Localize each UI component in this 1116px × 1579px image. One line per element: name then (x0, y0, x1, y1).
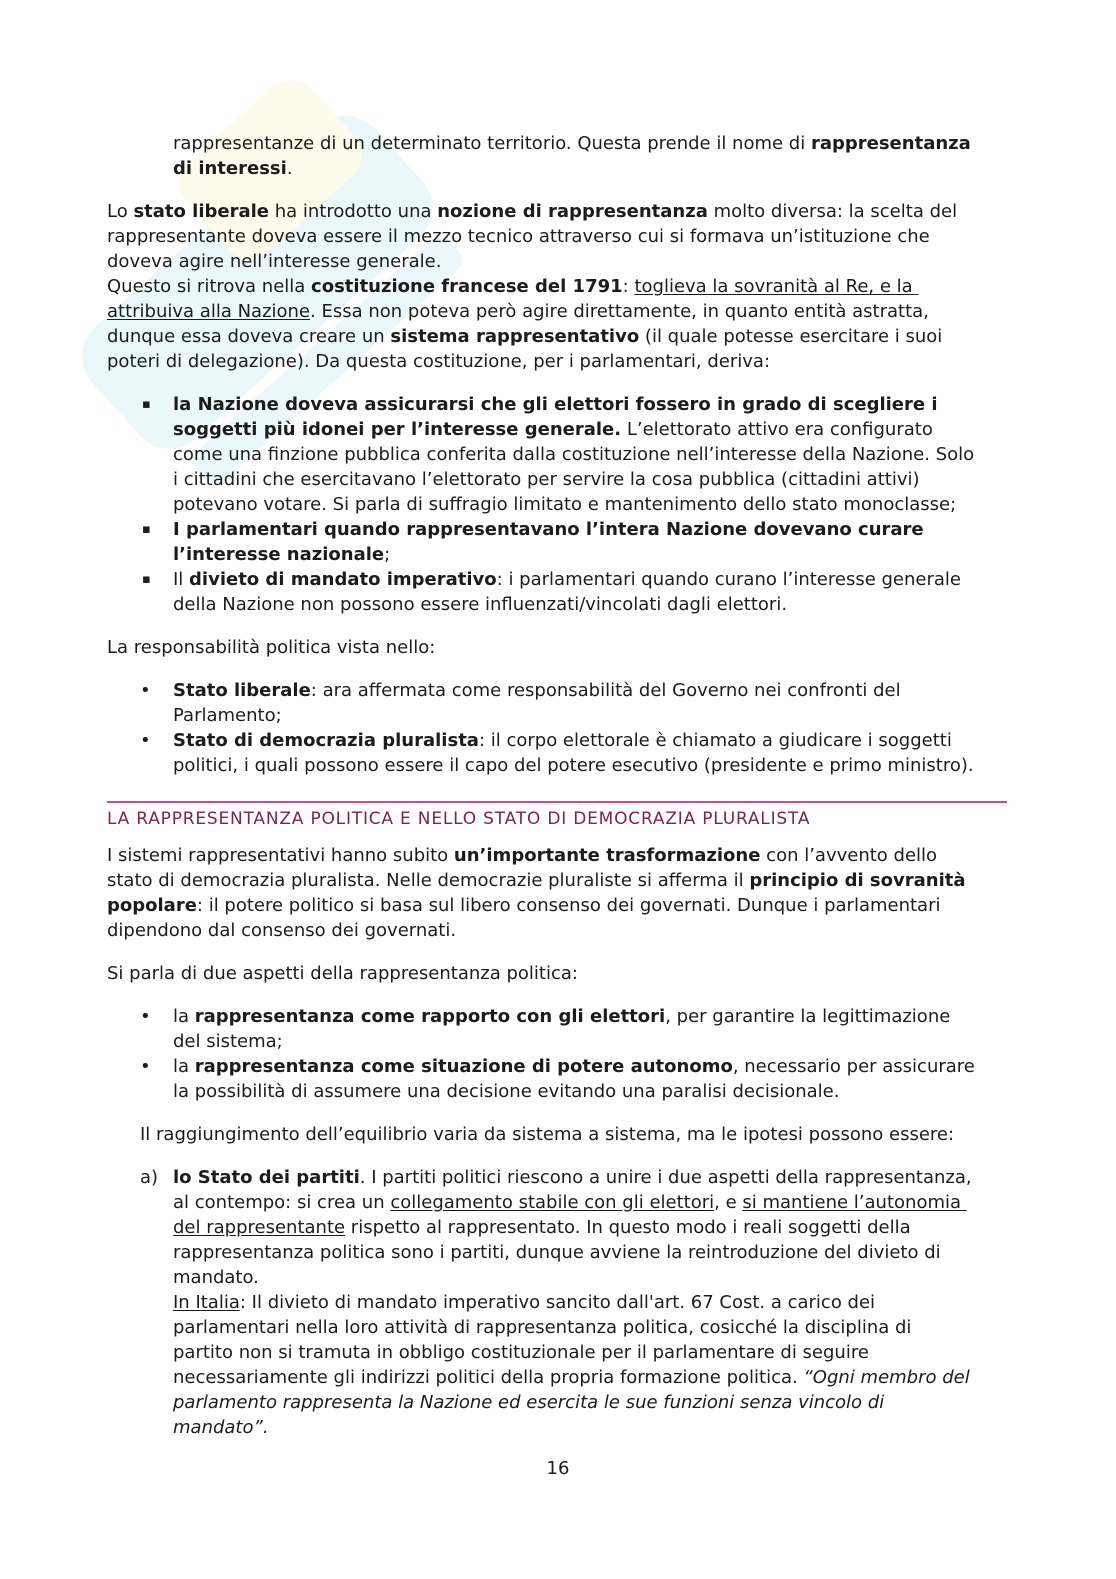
text-run: ha introdotto una (269, 201, 438, 222)
bold-text: soggetti più idonei per l’interesse generale. (173, 419, 622, 440)
text-run: stato di democrazia pluralista. Nelle democrazie pluraliste si afferma il (107, 870, 750, 891)
text-run: con l’avvento dello (760, 845, 938, 866)
text-line (173, 1290, 1007, 1315)
text-line (173, 1240, 1007, 1265)
bold-text: rappresentanza (810, 133, 971, 154)
text-line (173, 417, 1007, 442)
text-line (107, 249, 1007, 274)
text-run: come una finzione pubblica conferita dalla costituzione nell’interesse della Nazione. Solo (173, 444, 975, 465)
text-run: Questo si ritrova nella (107, 276, 312, 297)
bold-text: divieto di mandato imperativo (189, 569, 497, 590)
text-run: , necessario per assicurare (732, 1056, 975, 1077)
bold-text: Stato liberale (173, 680, 311, 701)
list-marker: ▪ (142, 522, 151, 537)
underlined-text: attribuiva alla Nazione (107, 301, 311, 322)
text-run: : ara affermata come responsabilità del Governo nei confronti del (310, 680, 901, 701)
bold-text: nozione di rappresentanza (437, 201, 708, 222)
text-run: la possibilità di assumere una decisione evitando una paralisi decisionale. (173, 1081, 840, 1102)
text-line (173, 156, 1007, 181)
text-run: i cittadini che esercitavano l’elettorato per servire la cosa pubblica (cittadini attivi) (173, 469, 920, 490)
text-run: . (286, 158, 293, 179)
text-run: parlamentari nella loro attività di rappresentanza politica, cosicché la disciplina di (173, 1317, 912, 1338)
bold-text: popolare (107, 895, 197, 916)
text-run: della Nazione non possono essere influenzati/vincolati dagli elettori. (173, 594, 788, 615)
list-item (107, 567, 1007, 617)
bold-text: sistema rappresentativo (390, 326, 640, 347)
text-run: poteri di delegazione). Da questa costituzione, per i parlamentari, deriva: (107, 351, 771, 372)
underlined-text: si mantiene l’autonomia (742, 1192, 967, 1213)
text-line (173, 442, 1007, 467)
text-run: al contempo: si crea un (173, 1192, 391, 1213)
list-item (107, 728, 1007, 778)
text-run: Il raggiungimento dell’equilibrio varia da sistema a sistema, ma le ipotesi possono essere: (140, 1124, 955, 1145)
text-line (173, 1365, 1007, 1390)
text-run: politici, i quali possono essere il capo del potere esecutivo (presidente e primo ministro). (173, 755, 974, 776)
text-run: mandato. (173, 1267, 259, 1288)
section-rule (107, 801, 1007, 803)
text-line (107, 349, 1007, 374)
text-line (173, 592, 1007, 617)
text-line (173, 1265, 1007, 1290)
list-item (107, 517, 1007, 567)
bold-text: di interessi (173, 158, 287, 179)
text-run: Parlamento; (173, 705, 282, 726)
text-run: Il (173, 569, 190, 590)
text-run: la (173, 1056, 195, 1077)
text-line (107, 961, 1007, 986)
text-run: L’elettorato attivo era configurato (621, 419, 933, 440)
text-line (173, 1215, 1007, 1240)
bulleted-list (107, 1004, 1007, 1104)
italic-text: parlamento rappresenta la Nazione ed esercita le sue funzioni senza vincolo di (173, 1392, 885, 1413)
text-line (107, 893, 1007, 918)
bold-text: l’interesse nazionale (173, 544, 385, 565)
text-run: : i parlamentari quando curano l’interesse generale (496, 569, 961, 590)
text-run: . Essa non poteva però agire direttamente, in quanto entità astratta, (310, 301, 929, 322)
ordered-list (107, 1165, 1007, 1440)
text-line (173, 1315, 1007, 1340)
bold-text: Stato di democrazia pluralista (173, 730, 479, 751)
bold-text: un’importante trasformazione (453, 845, 761, 866)
list-item (107, 1004, 1007, 1054)
list-item (107, 1054, 1007, 1104)
text-line (173, 728, 1007, 753)
bold-text: I parlamentari quando rappresentavano l’intera Nazione dovevano curare (173, 519, 924, 540)
underlined-text: del rappresentante (173, 1217, 346, 1238)
bulleted-list (107, 678, 1007, 778)
text-line (173, 567, 1007, 592)
text-line (173, 1190, 1007, 1215)
underlined-text: In Italia (173, 1292, 240, 1313)
text-run: partito non si tramuta in obbligo costituzionale per il parlamentare di seguire (173, 1342, 869, 1363)
text-line (173, 467, 1007, 492)
text-line (173, 492, 1007, 517)
list-marker: ▪ (142, 397, 151, 412)
text-line (173, 131, 1007, 156)
text-line (173, 1079, 1007, 1104)
bold-text: lo Stato dei partiti (173, 1167, 360, 1188)
text-run: doveva agire nell’interesse generale. (107, 251, 442, 272)
text-line (173, 517, 1007, 542)
text-line (173, 1029, 1007, 1054)
text-run: del sistema; (173, 1031, 283, 1052)
text-run: la (173, 1006, 195, 1027)
text-run: potevano votare. Si parla di suffragio limitato e mantenimento dello stato monoclasse; (173, 494, 957, 515)
text-run: Lo (107, 201, 134, 222)
bold-text: costituzione francese del 1791 (311, 276, 623, 297)
text-run: rappresentanze di un determinato territorio. Questa prende il nome di (173, 133, 811, 154)
document-body (107, 131, 1007, 1440)
section-heading-block (107, 801, 1007, 832)
paragraph (107, 199, 1007, 374)
text-line (173, 1390, 1007, 1415)
list-marker: • (140, 1006, 151, 1027)
text-line (173, 703, 1007, 728)
text-run: molto diversa: la scelta del (707, 201, 958, 222)
text-line (173, 1054, 1007, 1079)
text-run: : (622, 276, 635, 297)
text-run: rappresentante doveva essere il mezzo tecnico attraverso cui si formava un’istituzione che (107, 226, 930, 247)
text-line (107, 274, 1007, 299)
underlined-text: toglieva la sovranità al Re, e la (634, 276, 919, 297)
text-line (107, 918, 1007, 943)
text-run: I sistemi rappresentativi hanno subito (107, 845, 454, 866)
text-run: , e (714, 1192, 743, 1213)
text-line (107, 843, 1007, 868)
page-number: 16 (546, 1458, 570, 1479)
list-marker: • (140, 1056, 151, 1077)
underlined-text: collegamento stabile con gli elettori (390, 1192, 715, 1213)
text-run: : il potere politico si basa sul libero consenso dei governati. Dunque i parlamentari (196, 895, 941, 916)
bold-text: la Nazione doveva assicurarsi che gli elettori fossero in grado di scegliere i (173, 394, 938, 415)
bold-text: rappresentanza come situazione di potere autonomo (194, 1056, 733, 1077)
text-run: dipendono dal consenso dei governati. (107, 920, 457, 941)
list-marker: a) (140, 1167, 159, 1188)
text-line (107, 324, 1007, 349)
paragraph (107, 131, 1007, 181)
text-run: , per garantire la legittimazione (665, 1006, 951, 1027)
text-line (173, 542, 1007, 567)
text-run: Si parla di due aspetti della rappresentanza politica: (107, 963, 578, 984)
text-line (107, 635, 1007, 660)
list-item (107, 678, 1007, 728)
list-marker: • (140, 730, 151, 751)
paragraph (107, 843, 1007, 943)
bold-text: principio di sovranità (749, 870, 966, 891)
text-line (173, 1165, 1007, 1190)
paragraph (107, 635, 1007, 660)
text-run: . I partiti politici riescono a unire i due aspetti della rappresentanza, (359, 1167, 972, 1188)
text-line (173, 1415, 1007, 1440)
bold-text: stato liberale (133, 201, 269, 222)
text-line (173, 392, 1007, 417)
list-item (107, 1165, 1007, 1440)
text-line (107, 299, 1007, 324)
text-line (173, 1340, 1007, 1365)
list-marker: ▪ (142, 572, 151, 587)
text-run: : il corpo elettorale è chiamato a giudicare i soggetti (478, 730, 952, 751)
text-run: La responsabilità politica vista nello: (107, 637, 436, 658)
paragraph (107, 1122, 1007, 1147)
italic-text: mandato”. (173, 1417, 269, 1438)
text-line (173, 753, 1007, 778)
section-heading: LA RAPPRESENTANZA POLITICA E NELLO STATO DI DEMOCRAZIA PLURALISTA (107, 809, 811, 829)
text-run: (il quale potesse esercitare i suoi (639, 326, 943, 347)
text-line (107, 199, 1007, 224)
text-run: rappresentanza politica sono i partiti, dunque avviene la reintroduzione del divieto di (173, 1242, 941, 1263)
text-line (173, 1004, 1007, 1029)
text-run: ; (384, 544, 391, 565)
text-run: dunque essa doveva creare un (107, 326, 391, 347)
text-run: necessariamente gli indirizzi politici della propria formazione politica. (173, 1367, 804, 1388)
text-line (140, 1122, 1007, 1147)
bold-text: rappresentanza come rapporto con gli elettori (194, 1006, 666, 1027)
list-marker: • (140, 680, 151, 701)
text-line (107, 224, 1007, 249)
text-line (107, 868, 1007, 893)
text-line (173, 678, 1007, 703)
text-run: rispetto al rappresentato. In questo modo i reali soggetti della (345, 1217, 911, 1238)
bulleted-list (107, 392, 1007, 617)
paragraph (107, 961, 1007, 986)
list-item (107, 392, 1007, 517)
italic-text: “Ogni membro del (803, 1367, 970, 1388)
text-run: : Il divieto di mandato imperativo sancito dall'art. 67 Cost. a carico dei (239, 1292, 876, 1313)
